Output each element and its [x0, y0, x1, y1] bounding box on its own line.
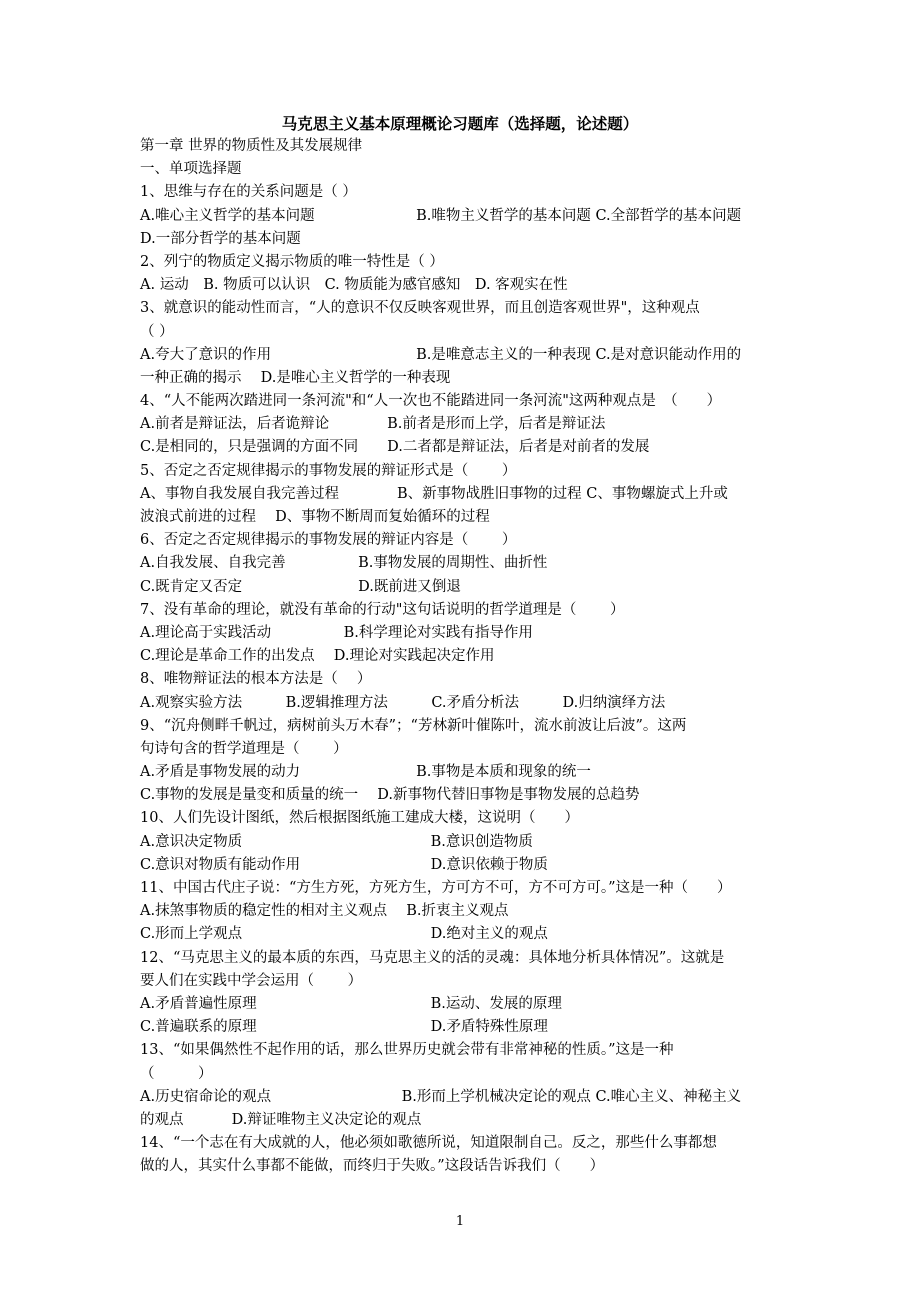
question-14-cont: 做的人，其实什么事都不能做，而终归于失败。”这段话告诉我们（ ） [140, 1158, 605, 1175]
question-11-options-ab: A.抹煞事物质的稳定性的相对主义观点 B.折衷主义观点 [140, 903, 509, 920]
question-7-options-cd: C.理论是革命工作的出发点 D.理论对实践起决定作用 [140, 648, 495, 665]
question-3-options-cont: 一种正确的揭示 D.是唯心主义哲学的一种表现 [140, 369, 451, 386]
question-9-options-cd: C.事物的发展是量变和质量的统一 D.新事物代替旧事物是事物发展的总趋势 [140, 787, 640, 804]
question-9-options-ab: A.矛盾是事物发展的动力 B.事物是本质和现象的统一 [140, 764, 591, 781]
question-5-options: A、事物自我发展自我完善过程 B、新事物战胜旧事物的过程 C、事物螺旋式上升或 [140, 485, 728, 502]
question-5-options-cont: 波浪式前进的过程 D、事物不断周而复始循环的过程 [140, 509, 490, 525]
question-9-cont: 句诗句含的哲学道理是（ ） [140, 740, 348, 757]
document-title: 马克思主义基本原理概论习题库（选择题，论述题） [281, 114, 639, 133]
question-10-options-cd: C.意识对物质有能动作用 D.意识依赖于物质 [140, 856, 548, 873]
question-14: 14、“一个志在有大成就的人，他必须如歌德所说，知道限制自己。反之，那些什么事都想 [140, 1135, 717, 1152]
question-11-options-cd: C.形而上学观点 D.绝对主义的观点 [140, 926, 548, 943]
question-1-options: A.唯心主义哲学的基本问题 B.唯物主义哲学的基本问题 C.全部哲学的基本问题 [140, 207, 742, 224]
question-4-options-ab: A.前者是辩证法，后者诡辩论 B.前者是形而上学，后者是辩证法 [140, 416, 606, 433]
section-heading: 一、单项选择题 [140, 161, 242, 178]
question-1: 1、思维与存在的关系问题是（ ） [140, 184, 357, 201]
question-12-options-cd: C.普遍联系的原理 D.矛盾特殊性原理 [140, 1019, 548, 1036]
question-6: 6、否定之否定规律揭示的事物发展的辩证内容是（ ） [140, 532, 517, 549]
chapter-heading: 第一章 世界的物质性及其发展规律 [140, 138, 363, 154]
question-3-cont: （ ） [140, 323, 174, 340]
question-8-options: A.观察实验方法 B.逻辑推理方法 C.矛盾分析法 D.归纳演绎方法 [140, 694, 666, 711]
question-11: 11、中国古代庄子说：“方生方死，方死方生，方可方不可，方不可方可。”这是一种（ ） [140, 880, 732, 896]
question-1-options-cont: D.一部分哲学的基本问题 [140, 230, 301, 247]
question-2: 2、列宁的物质定义揭示物质的唯一特性是（ ） [140, 253, 444, 270]
question-7-options-ab: A.理论高于实践活动 B.科学理论对实践有指导作用 [140, 624, 533, 641]
question-12: 12、“马克思主义的最本质的东西，马克思主义的活的灵魂：具体地分析具体情况”。这就是 [140, 949, 725, 966]
question-9: 9、“沉舟侧畔千帆过，病树前头万木春”；“芳林新叶催陈叶，流水前波让后波”。这两 [140, 717, 687, 734]
question-7: 7、没有革命的理论，就没有革命的行动"这句话说明的哲学道理是（ ） [140, 601, 625, 618]
page-number: 1 [455, 1214, 465, 1229]
question-3: 3、就意识的能动性而言，“人的意识不仅反映客观世界，而且创造客观世界"，这种观点 [140, 300, 700, 317]
question-13-options-cont: 的观点 D.辩证唯物主义决定论的观点 [140, 1111, 422, 1128]
question-10-options-ab: A.意识决定物质 B.意识创造物质 [140, 833, 533, 850]
question-13: 13、“如果偶然性不起作用的话，那么世界历史就会带有非常神秘的性质。”这是一种 [140, 1042, 674, 1059]
question-6-options-cd: C.既肯定又否定 D.既前进又倒退 [140, 578, 461, 595]
question-12-options-ab: A.矛盾普遍性原理 B.运动、发展的原理 [140, 995, 562, 1012]
question-13-cont: （ ） [140, 1065, 213, 1082]
question-3-options: A.夸大了意识的作用 B.是唯意志主义的一种表现 C.是对意识能动作用的 [140, 346, 742, 363]
question-4-options-cd: C.是相同的，只是强调的方面不同 D.二者都是辩证法，后者是对前者的发展 [140, 439, 650, 456]
question-4: 4、“人不能两次踏进同一条河流"和“人一次也不能踏进同一条河流"这两种观点是 （ ） [140, 393, 722, 410]
question-10: 10、人们先设计图纸，然后根据图纸施工建成大楼，这说明（ ） [140, 810, 579, 827]
question-6-options-ab: A.自我发展、自我完善 B.事物发展的周期性、曲折性 [140, 555, 548, 572]
question-12-cont: 要人们在实践中学会运用（ ） [140, 972, 363, 989]
question-2-options: A. 运动 B. 物质可以认识 C. 物质能为感官感知 D. 客观实在性 [140, 277, 568, 294]
question-5: 5、否定之否定规律揭示的事物发展的辩证形式是（ ） [140, 462, 517, 479]
question-8: 8、唯物辩证法的根本方法是（ ） [140, 671, 372, 688]
document-body [140, 135, 788, 1178]
question-13-options: A.历史宿命论的观点 B.形而上学机械决定论的观点 C.唯心主义、神秘主义 [140, 1088, 742, 1105]
